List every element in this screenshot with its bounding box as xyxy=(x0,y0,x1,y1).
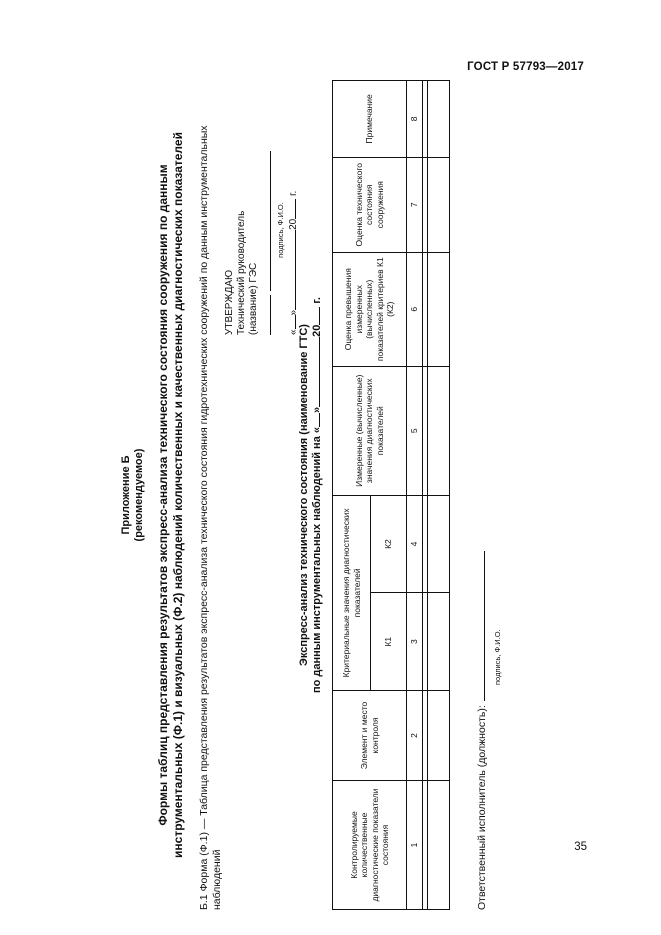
table-row xyxy=(427,81,449,910)
approver-role: Технический руководитель xyxy=(236,210,247,335)
forms-title xyxy=(156,80,186,910)
col-header-note: Примечание xyxy=(333,81,407,158)
table-title xyxy=(298,80,324,910)
express-analysis-table xyxy=(332,80,450,910)
column-number: 4 xyxy=(407,495,423,593)
column-number: 2 xyxy=(407,691,423,781)
page-number: 35 xyxy=(574,841,587,853)
table-title-line-1: Экспресс-анализ технического состояния (наименование ГТС) xyxy=(298,324,310,666)
standard-number: ГОСТ Р 57793—2017 xyxy=(467,61,584,73)
responsible-label: Ответственный исполнитель (должность): xyxy=(476,705,488,910)
responsible-block xyxy=(475,310,504,910)
col-header-criteria: Критериальные значения диагностических показателей xyxy=(333,495,371,690)
column-number: 8 xyxy=(407,81,423,158)
approver-signature-line xyxy=(262,151,271,291)
column-number: 5 xyxy=(407,366,423,495)
col-header-indicators: Контролируемые количественные диагностические показатели состояния xyxy=(333,781,407,910)
col-header-measured: Измеренные (вычисленные) значения диагностических показателей xyxy=(333,366,407,495)
column-number: 6 xyxy=(407,252,423,366)
column-number: 1 xyxy=(407,781,423,910)
appendix-title: Приложение Б xyxy=(120,455,132,535)
approver-signature-caption: подпись, Ф.И.О. xyxy=(276,202,285,258)
col-header-k2: К2 xyxy=(371,495,407,593)
approver-org: (название) ГЭС xyxy=(248,262,259,335)
responsible-signature-line xyxy=(475,551,485,701)
approval-date: «»20 г. xyxy=(288,190,299,335)
forms-title-line-1: Формы таблиц представления результатов экспресс-анализа технического состояния сооружения по данным xyxy=(156,164,170,826)
appendix-status: (рекомендуемое) xyxy=(133,448,145,542)
col-header-element: Элемент и место контроля xyxy=(333,691,407,781)
col-header-excess: Оценка превышения измеренных (вычисленных) показателей критериев К1 (К2) xyxy=(333,252,407,366)
column-number-row xyxy=(407,81,423,910)
column-number: 3 xyxy=(407,593,423,691)
forms-title-line-2: инструментальных (Ф.1) и визуальных (Ф.2) наблюдений количественных и качественных диагностических показателей xyxy=(171,132,185,858)
approve-word: УТВЕРЖДАЮ xyxy=(224,269,235,335)
appendix-heading xyxy=(120,80,146,910)
approval-block xyxy=(224,95,300,335)
rotated-landscape-content xyxy=(120,80,590,910)
col-header-condition: Оценка технического состояния сооружения xyxy=(333,157,407,252)
column-number: 7 xyxy=(407,157,423,252)
table-title-line-2: по данным инструментальных наблюдений на «»20 г. xyxy=(311,297,323,693)
col-header-k1: К1 xyxy=(371,593,407,691)
section-b1-text: Б.1 Форма (Ф.1) — Таблица представления результатов экспресс-анализа технического состояния гидротехнических сооружений по данным инструментальных наблюдений xyxy=(198,125,223,910)
responsible-signature-caption: подпись, Ф.И.О. xyxy=(493,629,502,685)
